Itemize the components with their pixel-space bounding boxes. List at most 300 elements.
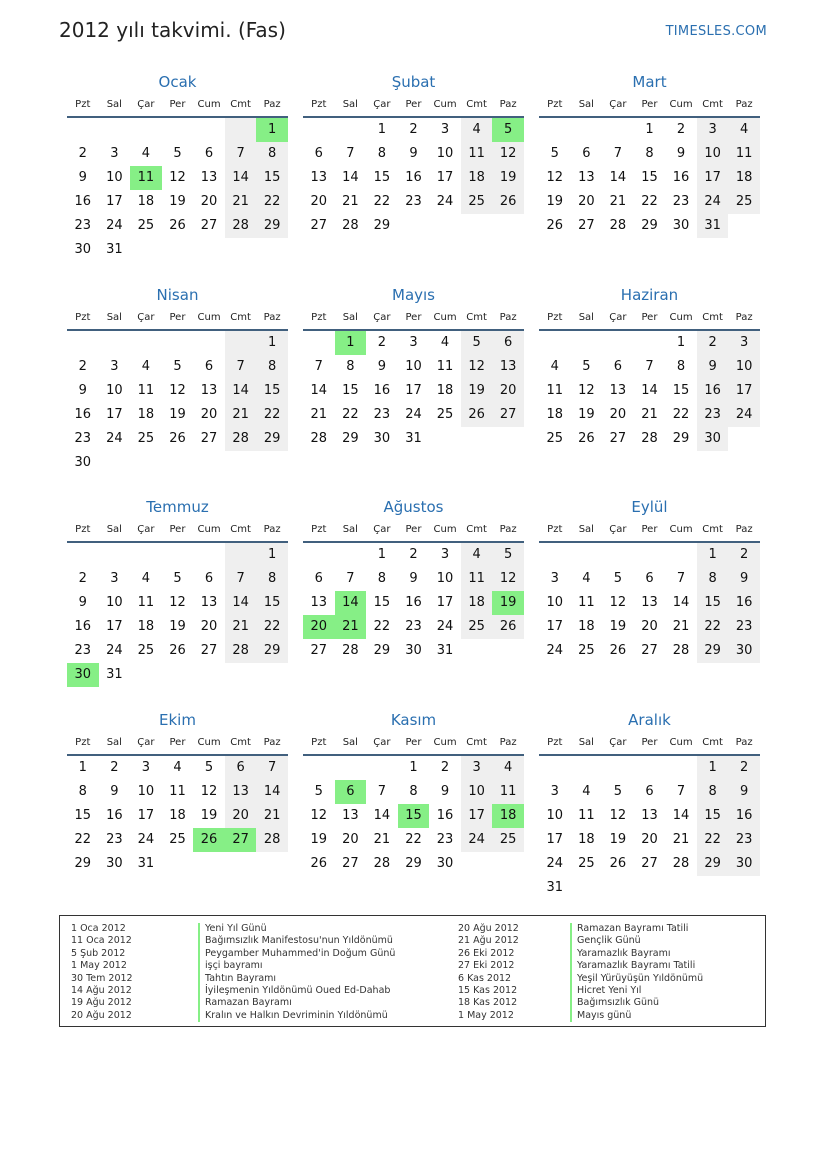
holiday-legend (59, 915, 766, 1027)
day: 23 (405, 194, 422, 209)
day: 8 (676, 359, 686, 374)
day: 14 (225, 591, 257, 615)
legend-dates-right (458, 923, 519, 1022)
holiday-day: 5 (492, 118, 524, 142)
day: 28 (342, 643, 359, 658)
weekday-header (67, 96, 288, 118)
weekday-label: Cum (669, 312, 693, 323)
month-2 (303, 72, 524, 238)
day: 20 (578, 194, 595, 209)
day: 23 (106, 832, 123, 847)
weekday-label: Cum (433, 737, 457, 748)
holiday-day: 27 (225, 828, 257, 852)
day: 11 (492, 780, 524, 804)
day: 10 (546, 808, 564, 823)
day: 3 (550, 784, 559, 799)
month-name: Mart (632, 73, 667, 91)
weekday-label: Per (405, 737, 422, 748)
month-1 (67, 72, 288, 262)
weekday-label: Çar (137, 737, 155, 748)
holiday-day: 14 (335, 591, 367, 615)
day: 11 (137, 383, 155, 398)
month-name: Ekim (159, 711, 196, 729)
day: 13 (641, 595, 658, 610)
holiday-day: 26 (193, 828, 225, 852)
day: 19 (200, 808, 218, 823)
day: 5 (613, 571, 623, 586)
day: 25 (461, 190, 493, 214)
day: 8 (346, 359, 355, 374)
day: 30 (74, 242, 92, 257)
weekday-label: Cum (197, 737, 221, 748)
empty-cell (602, 756, 634, 780)
month-6 (539, 285, 760, 451)
day: 14 (373, 808, 391, 823)
day: 29 (256, 214, 288, 238)
day: 3 (697, 118, 729, 142)
day: 21 (672, 832, 690, 847)
day: 1 (256, 331, 288, 355)
day: 9 (78, 383, 87, 398)
day: 10 (697, 142, 729, 166)
day: 16 (728, 591, 760, 615)
day: 30 (74, 455, 92, 470)
weekday-label: Sal (578, 99, 594, 110)
day: 11 (169, 784, 186, 799)
day: 28 (641, 431, 658, 446)
day: 10 (137, 784, 155, 799)
weekday-label: Çar (373, 312, 391, 323)
day: 30 (697, 427, 729, 451)
day: 27 (578, 218, 595, 233)
day: 14 (225, 379, 257, 403)
weekday-label: Paz (735, 737, 753, 748)
day: 12 (546, 170, 564, 185)
weekday-label: Çar (373, 737, 391, 748)
legend-date: 6 Kas 2012 (458, 972, 512, 984)
day: 26 (578, 431, 595, 446)
legend-names-left (198, 923, 395, 1022)
day: 14 (225, 166, 257, 190)
day: 2 (440, 760, 450, 775)
day: 24 (461, 828, 493, 852)
day-grid (303, 331, 524, 451)
holiday-day: 18 (492, 804, 524, 828)
day: 22 (697, 828, 729, 852)
empty-cell (67, 543, 99, 567)
day: 1 (645, 122, 654, 137)
day: 4 (582, 571, 591, 586)
day: 3 (110, 359, 119, 374)
day: 28 (225, 427, 257, 451)
day: 20 (641, 832, 658, 847)
day: 7 (256, 756, 288, 780)
day: 26 (461, 403, 493, 427)
day: 18 (137, 619, 155, 634)
day: 2 (78, 146, 87, 161)
day: 12 (461, 355, 493, 379)
day: 17 (106, 407, 123, 422)
empty-cell (539, 543, 571, 567)
day: 16 (672, 170, 690, 185)
day: 31 (137, 856, 155, 871)
weekday-label: Çar (609, 524, 627, 535)
day: 2 (728, 756, 760, 780)
day: 20 (492, 379, 524, 403)
day: 14 (672, 808, 690, 823)
weekday-label: Per (641, 99, 658, 110)
day-grid (303, 543, 524, 663)
weekday-label: Cmt (466, 737, 487, 748)
day: 9 (728, 780, 760, 804)
day: 26 (169, 431, 186, 446)
day-grid (539, 543, 760, 663)
day: 29 (697, 639, 729, 663)
day: 18 (436, 383, 454, 398)
day: 18 (461, 591, 493, 615)
day: 28 (256, 828, 288, 852)
brand-link[interactable]: TIMESLES.COM (665, 24, 767, 39)
weekday-label: Per (641, 524, 658, 535)
weekday-label: Çar (373, 99, 391, 110)
weekday-header (303, 521, 524, 543)
day: 7 (676, 571, 686, 586)
day: 20 (200, 619, 218, 634)
day: 4 (582, 784, 591, 799)
day: 5 (461, 331, 493, 355)
day: 15 (256, 379, 288, 403)
legend-name: Yeni Yıl Günü (198, 923, 395, 935)
day: 24 (728, 403, 760, 427)
weekday-label: Sal (342, 524, 358, 535)
day: 7 (225, 355, 257, 379)
empty-cell (162, 331, 194, 355)
day: 22 (342, 407, 359, 422)
legend-name: Tahtın Bayramı (198, 973, 395, 985)
day: 25 (492, 828, 524, 852)
legend-names-right (570, 923, 703, 1022)
day: 6 (613, 359, 623, 374)
day: 23 (74, 431, 92, 446)
day: 27 (310, 218, 328, 233)
weekday-label: Paz (735, 312, 753, 323)
day: 26 (169, 218, 186, 233)
empty-cell (130, 118, 162, 142)
empty-cell (539, 756, 571, 780)
empty-cell (366, 756, 398, 780)
day: 3 (728, 331, 760, 355)
empty-cell (571, 331, 603, 355)
day: 1 (676, 335, 686, 350)
day: 23 (74, 218, 92, 233)
holiday-day: 19 (492, 591, 524, 615)
day: 5 (582, 359, 591, 374)
day: 6 (645, 571, 654, 586)
legend-date: 27 Eki 2012 (458, 960, 515, 972)
weekday-label: Cmt (230, 737, 251, 748)
month-name: Ağustos (383, 498, 444, 516)
day: 28 (672, 856, 690, 871)
day: 22 (256, 190, 288, 214)
weekday-label: Paz (499, 312, 517, 323)
legend-name: Yeşil Yürüyüşün Yıldönümü (570, 973, 703, 985)
day: 20 (200, 194, 218, 209)
day: 2 (728, 543, 760, 567)
day: 16 (405, 170, 422, 185)
day: 14 (609, 170, 627, 185)
day: 11 (546, 383, 564, 398)
day: 27 (200, 218, 218, 233)
day: 25 (169, 832, 186, 847)
day: 20 (342, 832, 359, 847)
weekday-label: Paz (499, 524, 517, 535)
weekday-label: Sal (106, 99, 122, 110)
weekday-label: Cum (669, 524, 693, 535)
weekday-label: Paz (735, 524, 753, 535)
day: 16 (106, 808, 123, 823)
day: 14 (342, 170, 359, 185)
day: 29 (697, 852, 729, 876)
weekday-label: Çar (373, 524, 391, 535)
day: 8 (78, 784, 87, 799)
weekday-label: Pzt (311, 312, 327, 323)
day: 7 (613, 146, 623, 161)
legend-name: İyileşmenin Yıldönümü Oued Ed-Dahab (198, 985, 395, 997)
empty-cell (571, 118, 603, 142)
day: 3 (461, 756, 493, 780)
day: 11 (137, 595, 155, 610)
day: 25 (137, 643, 155, 658)
day: 4 (728, 118, 760, 142)
day: 29 (641, 218, 658, 233)
legend-name: Yaramazlık Bayramı Tatili (570, 960, 703, 972)
weekday-label: Sal (342, 737, 358, 748)
day: 21 (641, 407, 658, 422)
weekday-label: Cmt (230, 312, 251, 323)
day: 6 (204, 359, 214, 374)
legend-date: 20 Ağu 2012 (458, 923, 519, 934)
empty-cell (634, 543, 666, 567)
day: 26 (310, 856, 328, 871)
legend-name: Ramazan Bayramı (198, 997, 395, 1009)
day: 9 (78, 595, 87, 610)
day: 5 (173, 359, 182, 374)
weekday-label: Çar (609, 312, 627, 323)
weekday-label: Sal (106, 737, 122, 748)
day: 20 (609, 407, 627, 422)
day: 23 (728, 828, 760, 852)
weekday-label: Pzt (547, 737, 563, 748)
month-name: Eylül (631, 498, 668, 516)
empty-cell (665, 756, 697, 780)
day: 22 (373, 194, 391, 209)
day: 24 (106, 218, 123, 233)
day: 12 (169, 595, 186, 610)
day: 13 (200, 595, 218, 610)
day-grid (303, 118, 524, 238)
day: 16 (74, 407, 92, 422)
day: 3 (550, 571, 559, 586)
empty-cell (665, 543, 697, 567)
weekday-label: Cum (197, 312, 221, 323)
day: 18 (546, 407, 564, 422)
day: 13 (200, 383, 218, 398)
day: 1 (256, 543, 288, 567)
weekday-header (303, 309, 524, 331)
day-grid (539, 756, 760, 900)
day: 28 (672, 643, 690, 658)
weekday-label: Pzt (311, 524, 327, 535)
weekday-label: Sal (106, 524, 122, 535)
day: 11 (461, 567, 493, 591)
day: 27 (200, 643, 218, 658)
weekday-label: Pzt (75, 99, 91, 110)
month-8 (303, 497, 524, 663)
day: 7 (346, 146, 355, 161)
legend-name: Gençlik Günü (570, 935, 703, 947)
holiday-day: 1 (256, 118, 288, 142)
weekday-label: Per (405, 312, 422, 323)
weekday-label: Per (169, 99, 186, 110)
weekday-label: Paz (263, 99, 281, 110)
weekday-label: Pzt (75, 737, 91, 748)
month-name: Temmuz (146, 498, 209, 516)
day: 8 (645, 146, 654, 161)
day: 30 (728, 852, 760, 876)
day: 13 (578, 170, 595, 185)
weekday-header (67, 734, 288, 756)
day: 7 (225, 567, 257, 591)
weekday-label: Pzt (547, 312, 563, 323)
weekday-header (539, 96, 760, 118)
day: 24 (106, 431, 123, 446)
day: 29 (342, 431, 359, 446)
day-grid (303, 756, 524, 876)
day: 21 (310, 407, 328, 422)
day: 12 (492, 567, 524, 591)
empty-cell (99, 331, 131, 355)
day: 8 (697, 567, 729, 591)
day: 14 (310, 383, 328, 398)
day: 11 (436, 359, 454, 374)
day: 26 (492, 615, 524, 639)
month-3 (539, 72, 760, 238)
day: 22 (641, 194, 658, 209)
empty-cell (602, 331, 634, 355)
legend-date: 20 Ağu 2012 (71, 1009, 132, 1021)
weekday-label: Per (405, 524, 422, 535)
day: 22 (256, 615, 288, 639)
weekday-label: Çar (609, 737, 627, 748)
day: 9 (377, 359, 387, 374)
day: 19 (461, 379, 493, 403)
day: 31 (697, 214, 729, 238)
day: 13 (609, 383, 627, 398)
legend-name: Mayıs günü (570, 1010, 703, 1022)
weekday-header (67, 521, 288, 543)
day: 19 (310, 832, 328, 847)
day: 3 (440, 547, 450, 562)
day: 28 (310, 431, 328, 446)
day: 12 (578, 383, 595, 398)
day: 4 (141, 571, 151, 586)
holiday-day: 20 (303, 615, 335, 639)
month-name: Kasım (390, 711, 437, 729)
empty-cell (193, 543, 225, 567)
day: 28 (609, 218, 627, 233)
day: 12 (200, 784, 218, 799)
day: 10 (106, 595, 123, 610)
day: 27 (609, 431, 627, 446)
month-name: Haziran (620, 286, 679, 304)
day: 18 (137, 194, 155, 209)
weekday-label: Cmt (230, 524, 251, 535)
day: 31 (106, 667, 123, 682)
day: 16 (436, 808, 454, 823)
weekday-label: Paz (263, 524, 281, 535)
weekday-label: Çar (137, 99, 155, 110)
empty-cell (335, 543, 367, 567)
day: 9 (440, 784, 450, 799)
empty-cell (539, 331, 571, 355)
weekday-label: Per (641, 737, 658, 748)
day: 4 (173, 760, 182, 775)
day: 30 (672, 218, 690, 233)
legend-name: Hicret Yeni Yıl (570, 985, 703, 997)
legend-date: 18 Kas 2012 (458, 997, 518, 1009)
day: 13 (492, 355, 524, 379)
empty-cell (602, 543, 634, 567)
day: 26 (546, 218, 564, 233)
weekday-label: Paz (263, 737, 281, 748)
day: 1 (697, 756, 729, 780)
day: 17 (436, 170, 454, 185)
day: 14 (672, 595, 690, 610)
day: 15 (342, 383, 359, 398)
day: 8 (256, 567, 288, 591)
legend-name: Yaramazlık Bayramı (570, 948, 703, 960)
weekday-label: Pzt (547, 524, 563, 535)
empty-cell (335, 756, 367, 780)
day: 22 (74, 832, 92, 847)
day: 29 (373, 218, 391, 233)
month-4 (67, 285, 288, 475)
weekday-label: Cum (433, 312, 457, 323)
day: 28 (373, 856, 391, 871)
empty-cell (303, 331, 335, 355)
day: 12 (169, 383, 186, 398)
day: 21 (373, 832, 391, 847)
day: 21 (225, 190, 257, 214)
empty-cell (225, 543, 257, 567)
day: 9 (676, 146, 686, 161)
empty-cell (303, 543, 335, 567)
weekday-label: Paz (735, 99, 753, 110)
weekday-label: Sal (578, 312, 594, 323)
day: 11 (728, 142, 760, 166)
day: 9 (409, 146, 418, 161)
holiday-day: 30 (67, 663, 99, 687)
day: 30 (436, 856, 454, 871)
day: 11 (461, 142, 493, 166)
day: 5 (550, 146, 559, 161)
empty-cell (67, 331, 99, 355)
day: 27 (641, 856, 658, 871)
weekday-label: Cum (197, 524, 221, 535)
day: 19 (169, 407, 186, 422)
day: 18 (461, 166, 493, 190)
day: 23 (373, 407, 391, 422)
